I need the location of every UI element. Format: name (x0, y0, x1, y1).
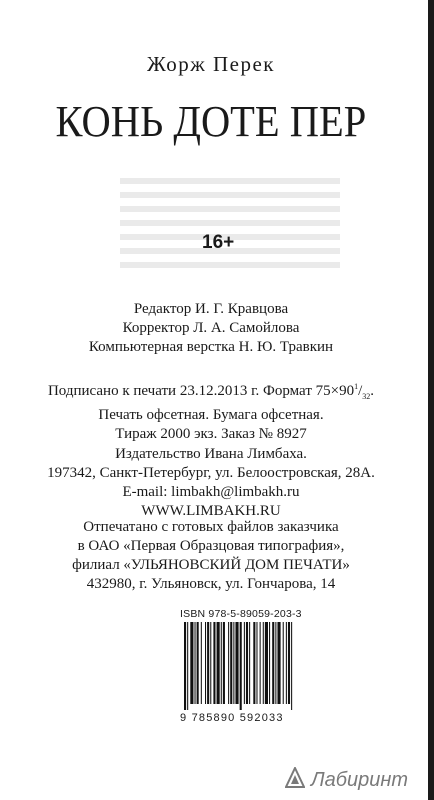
signed-text: Подписано к печати 23.12.2013 г. Формат 75×90 (47, 383, 355, 399)
publisher-email: E-mail: limbakh@limbakh.ru (122, 484, 300, 500)
barcode-digits: 9 785890 592033 (180, 712, 284, 724)
signed-line: Подписано к печати 23.12.2013 г. Формат $75\times 90^1/_{32}$. (47, 382, 375, 401)
publisher-address: 197342, Санкт-Петербург, ул. Белоостровская, 28А. (47, 465, 375, 481)
editor-line: Редактор И. Г. Кравцова (133, 301, 289, 317)
printer-line-4: 432980, г. Ульяновск, ул. Гончарова, 14 (86, 576, 336, 592)
book-title (0, 98, 422, 146)
isbn-number: ISBN 978-5-89059-203-3 (180, 608, 302, 620)
format-frac-num: 1 (354, 382, 359, 391)
corrector-line: Корректор Л. А. Самойлова (122, 320, 300, 336)
credits-block (0, 300, 422, 357)
publisher-site: WWW.LIMBAKH.RU (141, 503, 281, 519)
labirint-logo-icon (285, 767, 305, 789)
watermark (285, 767, 408, 792)
layout-line: Компьютерная верстка Н. Ю. Травкин (88, 339, 334, 355)
printer-line-1: Отпечатано с готовых файлов заказчика (83, 519, 339, 535)
printer-line-3: филиал «УЛЬЯНОВСКИЙ ДОМ ПЕЧАТИ» (72, 557, 350, 573)
print-info-block (0, 377, 422, 444)
publisher-name: Издательство Ивана Лимбаха. (115, 446, 307, 462)
run-line: Тираж 2000 экз. Заказ № 8927 (115, 426, 307, 442)
publisher-block (0, 445, 422, 521)
author-name: Жорж Перек (146, 52, 276, 76)
bleed-through (120, 170, 340, 276)
watermark-text: Лабиринт (310, 769, 408, 791)
format-frac-den: 32 (362, 392, 371, 401)
age-rating: 16+ (202, 232, 235, 253)
isbn-area (180, 608, 330, 724)
printer-line-2: в ОАО «Первая Образцовая типография», (77, 538, 345, 554)
printer-block (0, 518, 422, 594)
paper-line: Печать офсетная. Бумага офсетная. (98, 407, 324, 423)
barcode (180, 622, 330, 710)
book-title-text: КОНЬ ДОТЕ ПЕР (55, 97, 367, 146)
